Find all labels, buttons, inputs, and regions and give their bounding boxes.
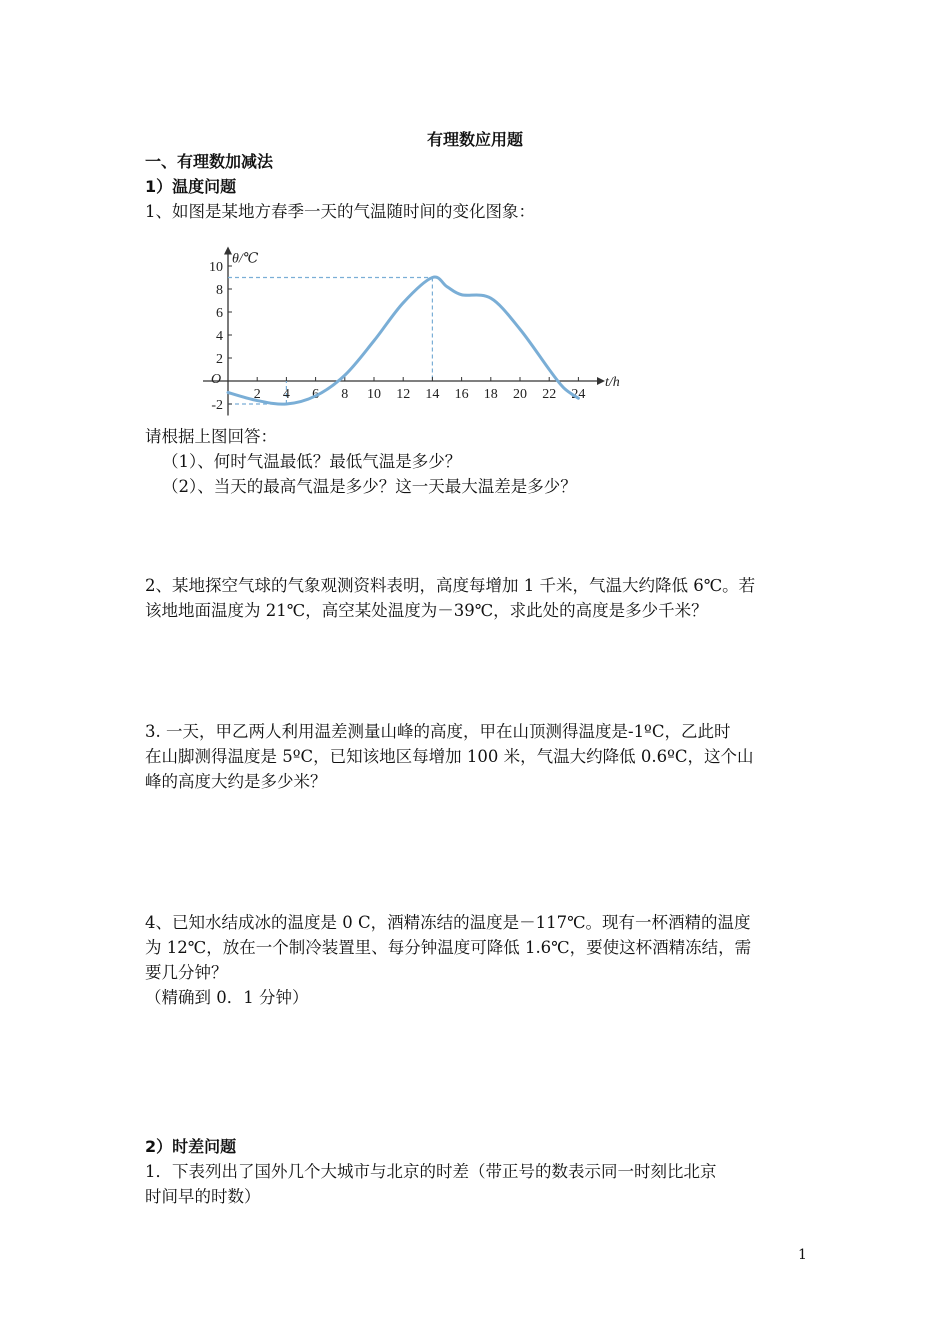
y-tick-label: 10: [209, 260, 223, 275]
question-2-line-2: 该地地面温度为 21℃，高空某处温度为－39℃，求此处的高度是多少千米？: [145, 601, 708, 620]
question-1-text: 1、如图是某地方春季一天的气温随时间的变化图象：: [145, 202, 535, 221]
x-tick-label: 18: [483, 387, 498, 402]
y-axis-label: θ/℃: [232, 251, 259, 267]
subsection-heading-2: 2）时差问题: [145, 1137, 237, 1156]
subsection-heading: 1）温度问题: [145, 177, 237, 196]
question-4-line-4: （精确到 0．1 分钟）: [145, 988, 309, 1007]
y-tick-label: 6: [216, 306, 223, 321]
x-tick-label: 10: [367, 387, 381, 402]
section-heading: 一、有理数加减法: [145, 152, 274, 171]
y-axis-arrow: [224, 247, 232, 255]
chart-ticks: [209, 260, 585, 413]
question-4-line-2: 为 12℃，放在一个制冷装置里、每分钟温度可降低 1.6℃，要使这杯酒精冻结，需: [145, 938, 752, 957]
x-axis-label: t/h: [605, 375, 620, 390]
chart-series: [228, 277, 578, 404]
x-tick-label: 14: [425, 387, 440, 402]
temperature-curve: [228, 277, 578, 404]
chart-guides: [228, 278, 432, 405]
x-tick-label: 6: [312, 387, 320, 402]
x-tick-label: 20: [513, 387, 527, 402]
x-tick-label: 8: [341, 387, 349, 402]
question-3-line-1: 3. 一天，甲乙两人利用温差测量山峰的高度，甲在山顶测得温度是-1ºC，乙此时: [145, 722, 731, 741]
page-title: 有理数应用题: [426, 130, 523, 149]
origin-label: O: [211, 372, 222, 387]
page-number: 1: [798, 1247, 807, 1263]
question-4-line-1: 4、已知水结成冰的温度是 0 C，酒精冻结的温度是－117℃。现有一杯酒精的温度: [145, 913, 751, 932]
x-tick-label: 16: [454, 387, 469, 402]
question-2-line-1: 2、某地探空气球的气象观测资料表明，高度每增加 1 千米，气温大约降低 6℃。若: [145, 576, 756, 595]
question-3-line-3: 峰的高度大约是多少米？: [145, 772, 327, 791]
question-1-part-1: （1）、何时气温最低？最低气温是多少？: [162, 452, 462, 471]
y-tick-label: 4: [216, 329, 223, 344]
y-tick-label: -2: [211, 398, 223, 413]
x-tick-label: 4: [282, 387, 290, 402]
x-axis-arrow: [597, 377, 605, 385]
question-3-line-2: 在山脚测得温度是 5ºC，已知该地区每增加 100 米，气温大约降低 0.6ºC，这个山: [145, 747, 754, 766]
question-1-part-2: （2）、当天的最高气温是多少？这一天最大温差是多少？: [162, 477, 577, 496]
x-tick-label: 12: [396, 387, 411, 402]
x-tick-label: 24: [571, 387, 586, 402]
y-tick-label: 2: [216, 352, 223, 367]
temperature-chart: [193, 228, 620, 418]
y-tick-label: 8: [216, 283, 223, 298]
x-tick-label: 2: [253, 387, 261, 402]
question-5-line-1: 1．下表列出了国外几个大城市与北京的时差（带正号的数表示同一时刻比北京: [145, 1162, 717, 1181]
question-1-prompt: 请根据上图回答：: [145, 427, 277, 446]
question-4-line-3: 要几分钟？: [145, 963, 228, 982]
question-5-line-2: 时间早的时数）: [145, 1187, 261, 1206]
x-tick-label: 22: [542, 387, 557, 402]
chart-axes: [203, 247, 620, 416]
